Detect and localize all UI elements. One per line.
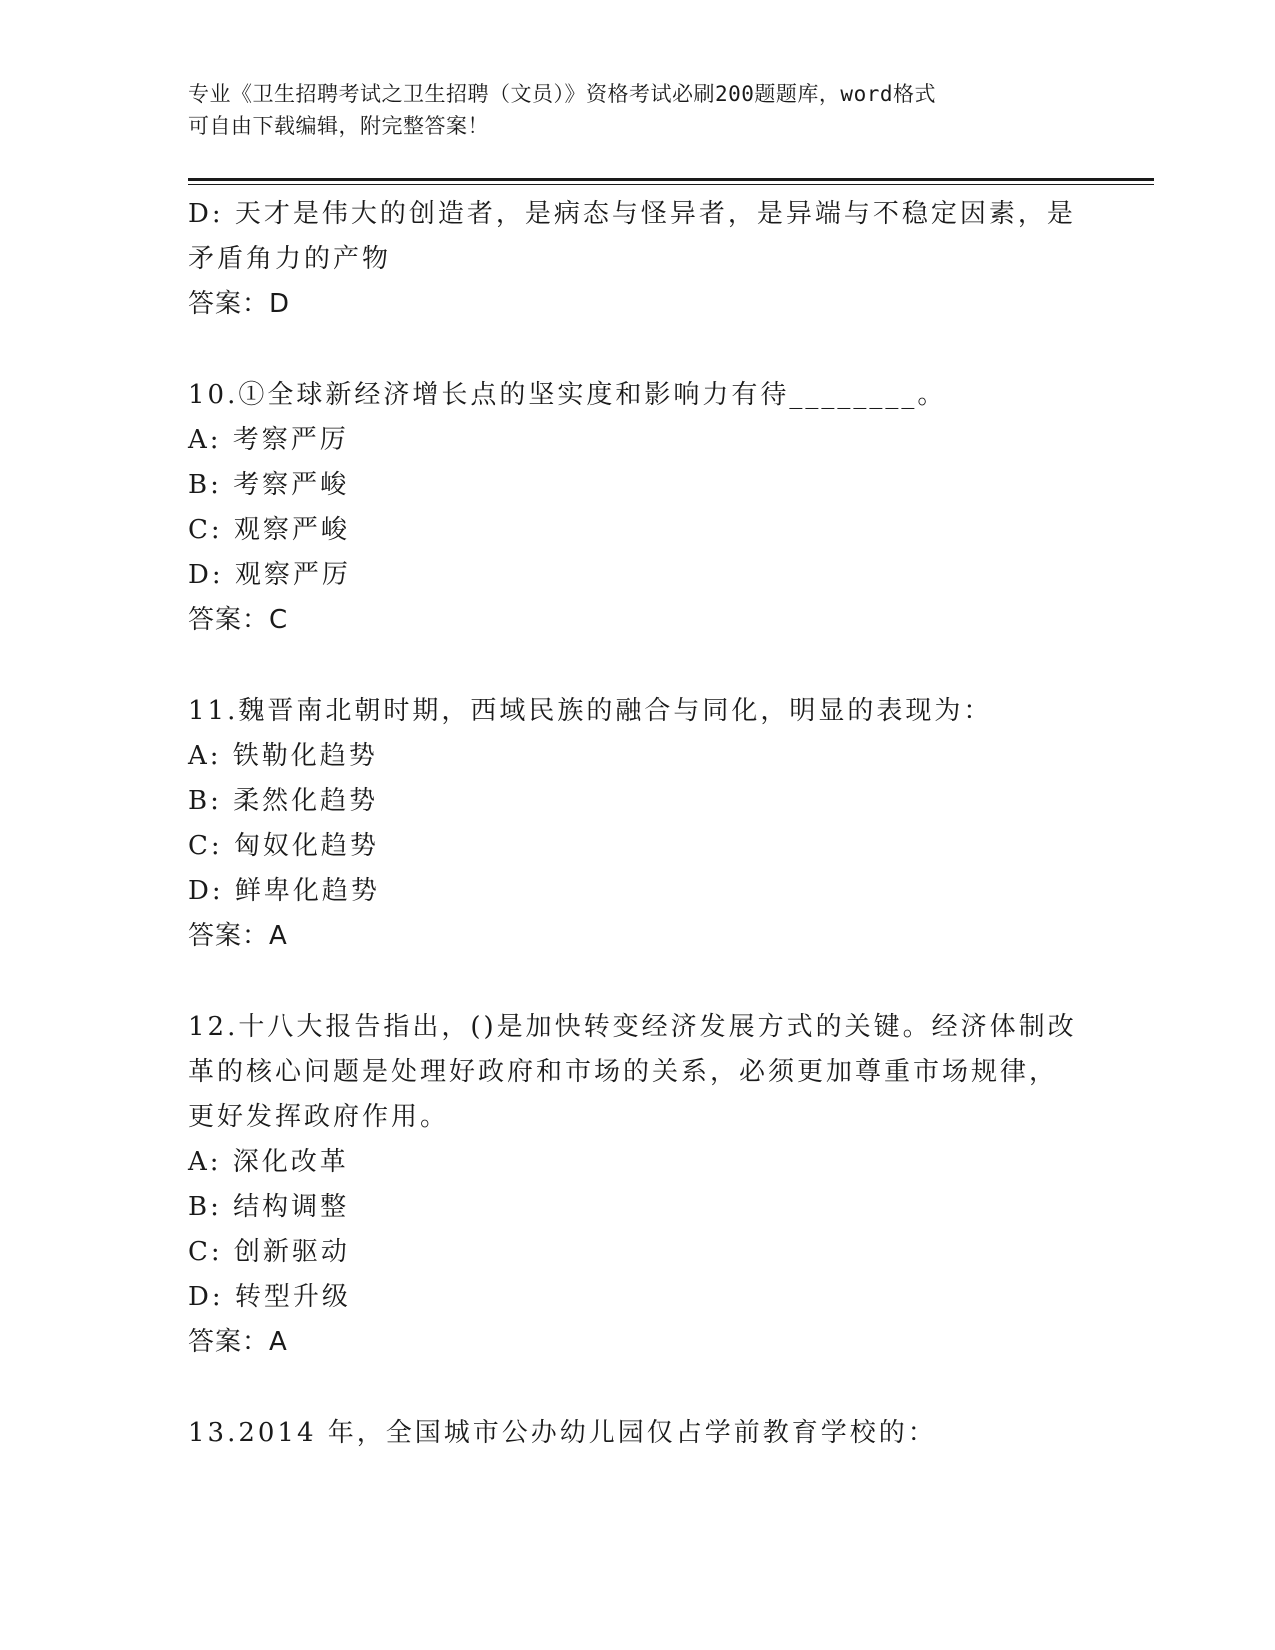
option-d-continued: 矛盾角力的产物 <box>188 244 392 274</box>
document-header <box>188 78 1088 142</box>
block-spacer <box>188 643 1088 689</box>
question-block-10 <box>188 373 1088 643</box>
option-c: C: 观察严峻 <box>188 515 350 545</box>
question-text: 13.2014 年，全国城市公办幼儿园仅占学前教育学校的： <box>188 1418 937 1448</box>
option-b: B: 柔然化趋势 <box>188 786 379 816</box>
option-d: D: 转型升级 <box>188 1282 351 1312</box>
header-line-2: 可自由下载编辑，附完整答案！ <box>188 114 489 138</box>
header-line-1: 专业《卫生招聘考试之卫生招聘（文员）》资格考试必刷200题题库，word格式 <box>188 82 936 106</box>
question-text: 10.①全球新经济增长点的坚实度和影响力有待________。 <box>188 380 947 410</box>
option-a: A: 考察严厉 <box>188 425 349 455</box>
answer-line: 答案：C <box>188 605 289 635</box>
answer-line: 答案：D <box>188 289 291 319</box>
question-text-continued: 革的核心问题是处理好政府和市场的关系，必须更加尊重市场规律， <box>188 1057 1059 1087</box>
option-c: C: 创新驱动 <box>188 1237 350 1267</box>
question-block-11 <box>188 689 1088 959</box>
question-text: 11.魏晋南北朝时期，西域民族的融合与同化，明显的表现为： <box>188 696 993 726</box>
block-spacer <box>188 327 1088 373</box>
header-rule-thick <box>188 178 1154 181</box>
question-text: 12.十八大报告指出，()是加快转变经济发展方式的关键。经济体制改 <box>188 1012 1077 1042</box>
header-rule-thin <box>188 184 1154 185</box>
block-spacer <box>188 1365 1088 1411</box>
answer-line: 答案：A <box>188 921 288 951</box>
option-d: D: 天才是伟大的创造者，是病态与怪异者，是异端与不稳定因素，是 <box>188 199 1076 229</box>
option-b: B: 考察严峻 <box>188 470 350 500</box>
option-d: D: 鲜卑化趋势 <box>188 876 380 906</box>
option-a: A: 铁勒化趋势 <box>188 741 378 771</box>
document-content <box>188 192 1088 1456</box>
question-block-12 <box>188 1005 1088 1365</box>
option-a: A: 深化改革 <box>188 1147 349 1177</box>
option-b: B: 结构调整 <box>188 1192 350 1222</box>
answer-line: 答案：A <box>188 1327 288 1357</box>
option-c: C: 匈奴化趋势 <box>188 831 379 861</box>
option-d: D: 观察严厉 <box>188 560 351 590</box>
question-block-previous <box>188 192 1088 327</box>
question-text-continued: 更好发挥政府作用。 <box>188 1102 450 1132</box>
question-block-13 <box>188 1411 1088 1456</box>
block-spacer <box>188 959 1088 1005</box>
